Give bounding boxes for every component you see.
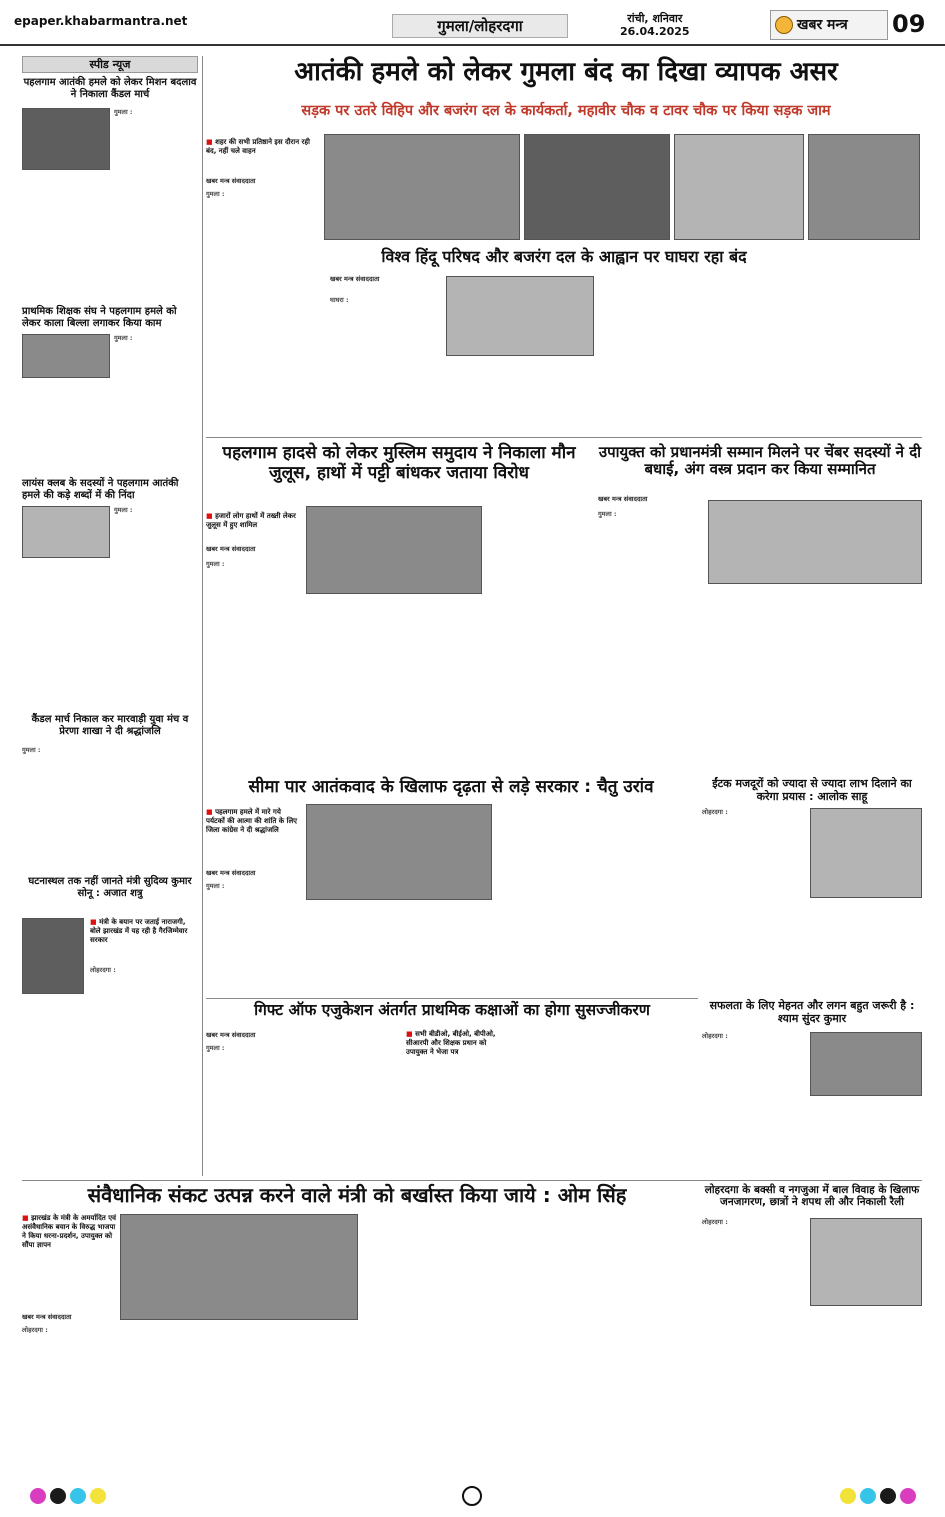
section-label: गुमला/लोहरदगा bbox=[392, 14, 568, 38]
chamber-byline: खबर मन्त्र संवाददाता bbox=[598, 495, 648, 503]
muslim-march-headline: पहलगाम हादसे को लेकर मुस्लिम समुदाय ने निकाला मौन जुलूस, हाथों में पट्टी बांधकर जताया विरोध bbox=[222, 443, 576, 483]
lead-subhead: सड़क पर उतरे विहिप और बजरंग दल के कार्यकर्ता, महावीर चौक व टावर चौक पर किया सड़क जाम bbox=[301, 103, 831, 119]
left-story-1-body-cont bbox=[22, 172, 198, 306]
left-story-2-headline: प्राथमिक शिक्षक संघ ने पहलगाम हमले को लेकर काला बिल्ला लगाकर किया काम bbox=[22, 306, 177, 329]
ghaghra-photo-closed-shops bbox=[446, 276, 594, 356]
left-story-3-headline: लायंस क्लब के सदस्यों ने पहलगाम आतंकी हमले की कड़े शब्दों में की निंदा bbox=[22, 478, 179, 501]
muslim-body-col-4 bbox=[488, 506, 590, 772]
bjp-dharna-photo bbox=[120, 1214, 358, 1320]
registration-cyan-right-icon bbox=[860, 1488, 876, 1504]
gift-body-col-2 bbox=[306, 1030, 402, 1180]
teachers-photo bbox=[22, 334, 110, 378]
child-marriage-body-cont bbox=[702, 1310, 922, 1478]
lions-club-photo bbox=[22, 506, 110, 558]
lead-body-col-4 bbox=[808, 244, 920, 432]
lead-photo-trucks bbox=[808, 134, 920, 240]
gift-body-col-5 bbox=[602, 1030, 698, 1180]
chamber-felicitation-photo bbox=[708, 500, 922, 584]
brand-name: खबर मन्त्र bbox=[797, 17, 848, 33]
brick-headline: ईंटक मजदूरों को ज्यादा से ज्यादा लाभ दिलाने का करेगा प्रयास : आलोक साहू bbox=[712, 777, 912, 803]
page-number: 09 bbox=[892, 10, 926, 38]
lead-photo-protest bbox=[524, 134, 670, 240]
left-story-5-headline: घटनास्थल तक नहीं जानते मंत्री सुदिव्य कुमार सोनू : अजात शत्रु bbox=[28, 876, 192, 899]
success-felicitation-photo bbox=[810, 1032, 922, 1096]
registration-yellow-right-icon bbox=[840, 1488, 856, 1504]
minister-bullet: ■ झारखंड के मंत्री के अमर्यादित एवं असंवैधानिक बयान के विरुद्ध भाजपा ने किया धरना-प्रदर्शन, उपायुक्त को सौंपा ज्ञापन bbox=[22, 1214, 116, 1250]
child-marriage-body-col-1: लोहरदगा : bbox=[702, 1218, 728, 1226]
candle-march-photo bbox=[22, 108, 110, 170]
gift-bullet: ■ सभी बीडीओ, बीईओ, बीपीओ, सीआरपी और शिक्षक प्रधान को उपायुक्त ने भेजा पत्र bbox=[406, 1030, 498, 1057]
minister-body-col-4 bbox=[364, 1214, 468, 1478]
left-story-1-body: गुमला : bbox=[114, 108, 133, 116]
ghaghra-body-col-1: घाघरा : bbox=[330, 296, 349, 304]
ghaghra-body-col-3 bbox=[598, 276, 684, 434]
registration-black-right-icon bbox=[880, 1488, 896, 1504]
left-story-5-bullet: ■ मंत्री के बयान पर जताई नाराजगी, बोले झारखंड में यह रही है गैरजिम्मेवार सरकार bbox=[90, 918, 198, 945]
brick-body-col-1: लोहरदगा : bbox=[702, 808, 728, 816]
chamber-body-col-2 bbox=[708, 588, 812, 772]
gift-headline: गिफ्ट ऑफ एजुकेशन अंतर्गत प्राथमिक कक्षाओं का होगा सुसज्जीकरण bbox=[254, 1001, 650, 1019]
border-body-col-3 bbox=[402, 904, 492, 994]
masthead bbox=[0, 0, 945, 46]
registration-black-icon bbox=[50, 1488, 66, 1504]
minister-headline: संवैधानिक संकट उत्पन्न करने वाले मंत्री को बर्खास्त किया जाये : ओम सिंह bbox=[87, 1183, 627, 1207]
epaper-url[interactable]: epaper.khabarmantra.net bbox=[14, 14, 188, 28]
date: 26.04.2025 bbox=[620, 25, 690, 38]
section-divider-3 bbox=[22, 1180, 922, 1181]
left-story-2-body: गुमला : bbox=[114, 334, 133, 342]
lead-headline: आतंकी हमले को लेकर गुमला बंद का दिखा व्यापक असर bbox=[294, 57, 838, 87]
border-body-col-4 bbox=[498, 804, 596, 994]
minister-portrait-photo bbox=[22, 918, 84, 994]
lead-bullet: ■ शहर की सभी प्रतिष्ठाने इस दौरान रही बंद, नहीं चले वाहन bbox=[206, 138, 318, 156]
registration-magenta-icon bbox=[30, 1488, 46, 1504]
ghaghra-body-col-2 bbox=[446, 360, 594, 434]
muslim-body-col-3 bbox=[396, 598, 482, 772]
ghaghra-byline: खबर मन्त्र संवाददाता bbox=[330, 275, 380, 283]
gift-body-col-1: गुमला : bbox=[206, 1044, 225, 1052]
chamber-body-col-3 bbox=[818, 588, 922, 772]
gift-body-col-4 bbox=[502, 1030, 598, 1180]
section-divider bbox=[206, 437, 922, 438]
muslim-body-col-1: गुमला : bbox=[206, 560, 225, 568]
border-body-col-2 bbox=[306, 904, 396, 994]
section-divider-2 bbox=[206, 998, 698, 999]
lead-byline: खबर मन्त्र संवाददाता bbox=[206, 177, 256, 185]
minister-byline: खबर मन्त्र संवाददाता bbox=[22, 1313, 72, 1321]
registration-yellow-icon bbox=[90, 1488, 106, 1504]
left-story-4-headline: कैंडल मार्च निकाल कर मारवाड़ी युवा मंच व प्रेरणा शाखा ने दी श्रद्धांजलि bbox=[31, 714, 189, 737]
minister-body-col-5 bbox=[474, 1214, 578, 1478]
minister-body-col-6 bbox=[584, 1214, 692, 1478]
left-story-5-body-cont bbox=[22, 996, 198, 1176]
registration-magenta-right-icon bbox=[900, 1488, 916, 1504]
city-day: रांची, शनिवार bbox=[627, 12, 683, 25]
left-story-2-body-cont bbox=[22, 380, 198, 476]
left-story-3-body: गुमला : bbox=[114, 506, 133, 514]
success-headline: सफलता के लिए मेहनत और लगन बहुत जरूरी है : श्याम सुंदर कुमार bbox=[709, 999, 915, 1025]
child-marriage-headline: लोहरदगा के बक्सी व नगजुआ में बाल विवाह के खिलाफ जनजागरण, छात्रों ने शपथ ली और निकाली रैली bbox=[704, 1184, 920, 1209]
success-body-col-1: लोहरदगा : bbox=[702, 1032, 728, 1040]
brick-body-cont bbox=[702, 900, 922, 996]
registration-crosshair-icon bbox=[462, 1486, 482, 1506]
brand-circle-icon bbox=[775, 16, 793, 34]
speed-news-bar: स्पीड न्यूज bbox=[22, 56, 198, 73]
gift-body-col-3 bbox=[406, 1082, 498, 1180]
chamber-body-col-1: गुमला : bbox=[598, 510, 617, 518]
border-headline: सीमा पार आतंकवाद के खिलाफ दृढ़ता से लड़े सरकार : चैतु उरांव bbox=[248, 777, 654, 797]
child-marriage-rally-photo bbox=[810, 1218, 922, 1306]
lead-body-col-1: गुमला : bbox=[206, 190, 225, 198]
muslim-bullet: ■ हजारों लोग हाथों में तख्ती लेकर जुलूस में हुए शामिल bbox=[206, 512, 302, 530]
gift-byline: खबर मन्त्र संवाददाता bbox=[206, 1031, 256, 1039]
edition-date bbox=[620, 12, 690, 38]
brand-logo bbox=[770, 10, 888, 40]
chamber-headline: उपायुक्त को प्रधानमंत्री सम्मान मिलने पर चेंबर सदस्यों ने दी बधाई, अंग वस्त्र प्रदान कर किया सम्मानित bbox=[598, 443, 922, 479]
lead-photo-procession bbox=[324, 134, 520, 240]
left-story-4-body: गुमला : bbox=[22, 746, 41, 754]
border-byline: खबर मन्त्र संवाददाता bbox=[206, 869, 256, 877]
left-story-3-body-cont bbox=[22, 560, 198, 712]
left-story-1-headline: पहलगाम आतंकी हमले को लेकर मिशन बदलाव ने निकाला कैंडल मार्च bbox=[23, 77, 197, 100]
minister-body-col-2 bbox=[136, 1326, 244, 1478]
ghaghra-headline: विश्व हिंदू परिषद और बजरंग दल के आह्वान पर घाघरा रहा बंद bbox=[381, 247, 747, 266]
column-divider bbox=[202, 56, 203, 1176]
muslim-byline: खबर मन्त्र संवाददाता bbox=[206, 545, 256, 553]
brick-union-photo bbox=[810, 808, 922, 898]
ghaghra-body-col-4 bbox=[690, 276, 804, 434]
border-bullet: ■ पहलगाम हमले में मारे गये पर्यटकों की आत्मा की शांति के लिए जिला कांग्रेस ने दी श्रद्धांजलि bbox=[206, 808, 302, 835]
minister-body-col-1: लोहरदगा : bbox=[22, 1326, 48, 1334]
border-body-col-5 bbox=[600, 804, 696, 994]
congress-tribute-photo bbox=[306, 804, 492, 900]
success-body-cont bbox=[702, 1098, 922, 1178]
muslim-body-col-2 bbox=[306, 598, 392, 772]
lead-photo-road-block bbox=[674, 134, 804, 240]
border-body-col-1: गुमला : bbox=[206, 882, 225, 890]
muslim-march-photo bbox=[306, 506, 482, 594]
registration-cyan-icon bbox=[70, 1488, 86, 1504]
left-story-5-body: लोहरदगा : bbox=[90, 966, 116, 974]
minister-body-col-3 bbox=[250, 1326, 358, 1478]
